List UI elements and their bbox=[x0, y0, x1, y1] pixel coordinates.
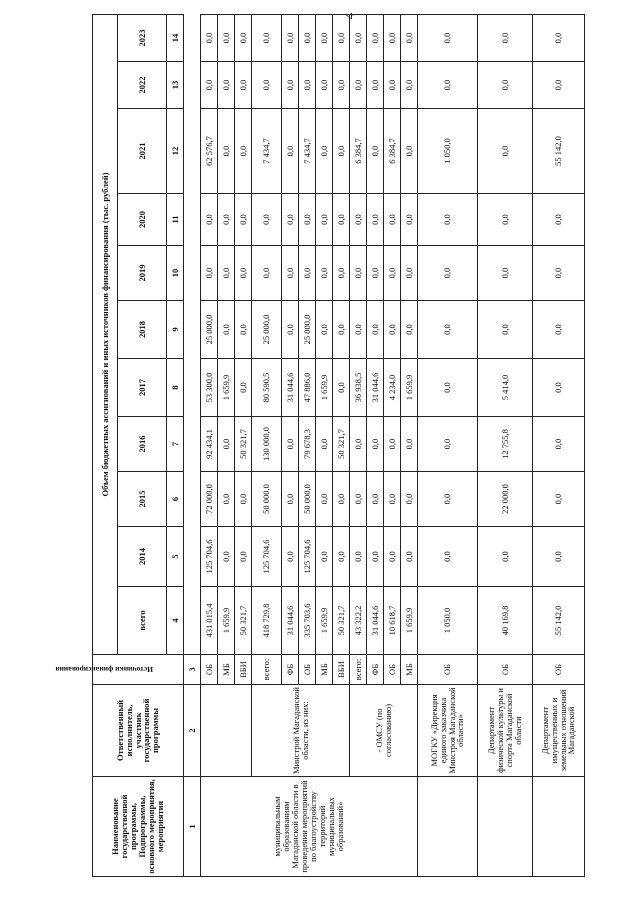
source-cell: всего: bbox=[350, 655, 367, 685]
value-cell: 0,0 bbox=[418, 62, 478, 109]
source-cell: ОБ bbox=[418, 655, 478, 685]
value-cell: 0,0 bbox=[478, 109, 533, 194]
value-cell: 0,0 bbox=[418, 246, 478, 301]
value-cell: 0,0 bbox=[478, 301, 533, 359]
value-cell: 43 322,2 bbox=[350, 587, 367, 655]
value-cell: 0,0 bbox=[235, 109, 252, 194]
value-cell: 31 044,6 bbox=[367, 359, 384, 417]
value-cell: 25 000,0 bbox=[252, 301, 282, 359]
value-cell: 0,0 bbox=[533, 472, 585, 527]
value-cell: 0,0 bbox=[218, 246, 235, 301]
value-cell: 0,0 bbox=[282, 527, 299, 587]
source-cell: ОБ bbox=[384, 655, 401, 685]
value-cell: 0,0 bbox=[316, 527, 333, 587]
value-cell: 1 050,0 bbox=[418, 587, 478, 655]
value-cell: 0,0 bbox=[282, 62, 299, 109]
value-cell: 0,0 bbox=[367, 417, 384, 472]
header-year: 2016 bbox=[118, 417, 167, 472]
value-cell: 0,0 bbox=[350, 472, 367, 527]
value-cell: 0,0 bbox=[299, 62, 316, 109]
value-cell: 0,0 bbox=[218, 109, 235, 194]
source-cell: ОБ bbox=[201, 655, 218, 685]
value-cell: 418 729,8 bbox=[252, 587, 282, 655]
value-cell: 0,0 bbox=[316, 14, 333, 61]
program-name-cell bbox=[418, 777, 478, 877]
column-number: 10 bbox=[167, 246, 184, 301]
value-cell: 0,0 bbox=[384, 194, 401, 246]
value-cell: 31 044,6 bbox=[282, 587, 299, 655]
source-cell: ВБИ bbox=[333, 655, 350, 685]
value-cell: 0,0 bbox=[367, 194, 384, 246]
value-cell: 1 659,9 bbox=[316, 587, 333, 655]
value-cell: 0,0 bbox=[235, 359, 252, 417]
value-cell: 7 434,7 bbox=[252, 109, 282, 194]
value-cell: 0,0 bbox=[367, 472, 384, 527]
value-cell: 0,0 bbox=[384, 472, 401, 527]
header-source: Источники финансирования bbox=[93, 655, 184, 685]
value-cell: 0,0 bbox=[235, 472, 252, 527]
header-year: 2018 bbox=[118, 301, 167, 359]
value-cell: 0,0 bbox=[478, 14, 533, 61]
value-cell: 6 384,7 bbox=[350, 109, 367, 194]
value-cell: 0,0 bbox=[401, 14, 418, 61]
value-cell: 0,0 bbox=[401, 527, 418, 587]
source-cell: всего: bbox=[252, 655, 282, 685]
value-cell: 0,0 bbox=[218, 417, 235, 472]
value-cell: 0,0 bbox=[282, 301, 299, 359]
value-cell: 0,0 bbox=[478, 62, 533, 109]
value-cell: 0,0 bbox=[282, 109, 299, 194]
value-cell: 0,0 bbox=[235, 14, 252, 61]
column-number: 3 bbox=[184, 655, 201, 685]
value-cell: 125 704,6 bbox=[299, 527, 316, 587]
header-year: 2015 bbox=[118, 472, 167, 527]
value-cell: 0,0 bbox=[418, 194, 478, 246]
source-cell: ОБ bbox=[478, 655, 533, 685]
program-name-cell bbox=[533, 777, 585, 877]
value-cell: 0,0 bbox=[350, 194, 367, 246]
value-cell: 0,0 bbox=[418, 527, 478, 587]
value-cell: 50 321,7 bbox=[235, 587, 252, 655]
value-cell: 0,0 bbox=[235, 301, 252, 359]
value-cell: 53 300,0 bbox=[201, 359, 218, 417]
value-cell: 0,0 bbox=[252, 246, 282, 301]
value-cell: 0,0 bbox=[350, 417, 367, 472]
value-cell: 0,0 bbox=[333, 194, 350, 246]
header-year: 2019 bbox=[118, 246, 167, 301]
value-cell: 0,0 bbox=[316, 417, 333, 472]
value-cell: 0,0 bbox=[235, 194, 252, 246]
value-cell: 7 434,7 bbox=[299, 109, 316, 194]
column-number: 8 bbox=[167, 359, 184, 417]
value-cell: 50 321,7 bbox=[333, 587, 350, 655]
value-cell: 0,0 bbox=[235, 246, 252, 301]
value-cell: 0,0 bbox=[418, 417, 478, 472]
table-row bbox=[418, 14, 478, 876]
header-total: всего bbox=[118, 587, 167, 655]
value-cell: 0,0 bbox=[218, 62, 235, 109]
header-year: 2021 bbox=[118, 109, 167, 194]
column-number: 11 bbox=[167, 194, 184, 246]
value-cell: 0,0 bbox=[384, 62, 401, 109]
value-cell: 0,0 bbox=[401, 417, 418, 472]
value-cell: 50 321,7 bbox=[235, 417, 252, 472]
value-cell: 0,0 bbox=[252, 62, 282, 109]
value-cell: 0,0 bbox=[367, 246, 384, 301]
value-cell: 0,0 bbox=[282, 14, 299, 61]
value-cell: 50 000,0 bbox=[299, 472, 316, 527]
value-cell: 0,0 bbox=[333, 62, 350, 109]
value-cell: 1 659,9 bbox=[401, 359, 418, 417]
value-cell: 0,0 bbox=[533, 14, 585, 61]
value-cell: 0,0 bbox=[367, 62, 384, 109]
source-cell: ОБ bbox=[533, 655, 585, 685]
value-cell: 125 704,6 bbox=[201, 527, 218, 587]
value-cell: 0,0 bbox=[299, 246, 316, 301]
value-cell: 0,0 bbox=[401, 472, 418, 527]
value-cell: 55 142,0 bbox=[533, 109, 585, 194]
value-cell: 72 000,0 bbox=[201, 472, 218, 527]
program-name-cell: муниципальным образованиям Магаданской области в проведении мероприятий по благоустройству территорий муниципальных образований» bbox=[201, 777, 418, 877]
value-cell: 0,0 bbox=[533, 301, 585, 359]
value-cell: 0,0 bbox=[235, 527, 252, 587]
value-cell: 6 384,7 bbox=[384, 109, 401, 194]
table-row bbox=[478, 14, 533, 876]
value-cell: 10 618,7 bbox=[384, 587, 401, 655]
value-cell: 50 000,0 bbox=[252, 472, 282, 527]
table-row bbox=[252, 14, 282, 876]
responsible-cell: Минстрой Магаданской области, из них: bbox=[252, 685, 350, 777]
value-cell: 0,0 bbox=[350, 246, 367, 301]
value-cell: 1 659,9 bbox=[316, 359, 333, 417]
value-cell: 0,0 bbox=[333, 246, 350, 301]
column-number: 5 bbox=[167, 527, 184, 587]
value-cell: 0,0 bbox=[252, 14, 282, 61]
value-cell: 0,0 bbox=[333, 14, 350, 61]
header-name: Наименование государственной программы, Подпрограммы, основного мероприятия, мероприятия bbox=[93, 777, 184, 877]
source-cell: ВБИ bbox=[235, 655, 252, 685]
value-cell: 62 576,7 bbox=[201, 109, 218, 194]
value-cell: 31 044,6 bbox=[367, 587, 384, 655]
column-number: 6 bbox=[167, 472, 184, 527]
page-number: 4 bbox=[342, 12, 357, 20]
value-cell: 335 703,6 bbox=[299, 587, 316, 655]
source-cell: МБ bbox=[316, 655, 333, 685]
value-cell: 92 434,1 bbox=[201, 417, 218, 472]
table-row bbox=[201, 14, 218, 876]
value-cell: 0,0 bbox=[201, 194, 218, 246]
value-cell: 0,0 bbox=[418, 14, 478, 61]
value-cell: 0,0 bbox=[384, 417, 401, 472]
value-cell: 25 000,0 bbox=[299, 301, 316, 359]
value-cell: 5 414,0 bbox=[478, 359, 533, 417]
value-cell: 0,0 bbox=[350, 527, 367, 587]
value-cell: 125 704,6 bbox=[252, 527, 282, 587]
value-cell: 0,0 bbox=[333, 527, 350, 587]
value-cell: 0,0 bbox=[316, 301, 333, 359]
value-cell: 0,0 bbox=[418, 359, 478, 417]
column-number: 4 bbox=[167, 587, 184, 655]
value-cell: 0,0 bbox=[299, 14, 316, 61]
value-cell: 0,0 bbox=[418, 472, 478, 527]
value-cell: 1 050,0 bbox=[418, 109, 478, 194]
value-cell: 0,0 bbox=[218, 472, 235, 527]
column-number: 2 bbox=[184, 685, 201, 777]
value-cell: 0,0 bbox=[384, 246, 401, 301]
value-cell: 0,0 bbox=[533, 62, 585, 109]
value-cell: 0,0 bbox=[367, 109, 384, 194]
value-cell: 0,0 bbox=[533, 417, 585, 472]
budget-table bbox=[55, 14, 585, 877]
value-cell: 0,0 bbox=[333, 301, 350, 359]
responsible-cell: - ОМСУ (по согласованию) bbox=[350, 685, 418, 777]
value-cell: 0,0 bbox=[316, 472, 333, 527]
responsible-cell bbox=[201, 685, 252, 777]
value-cell: 0,0 bbox=[218, 527, 235, 587]
table-row bbox=[533, 14, 585, 876]
value-cell: 0,0 bbox=[350, 62, 367, 109]
value-cell: 0,0 bbox=[218, 194, 235, 246]
column-number: 7 bbox=[167, 417, 184, 472]
value-cell: 1 659,9 bbox=[218, 359, 235, 417]
value-cell: 0,0 bbox=[384, 301, 401, 359]
value-cell: 0,0 bbox=[282, 194, 299, 246]
value-cell: 80 590,5 bbox=[252, 359, 282, 417]
value-cell: 0,0 bbox=[316, 62, 333, 109]
header-year: 2020 bbox=[118, 194, 167, 246]
column-number: 13 bbox=[167, 62, 184, 109]
value-cell: 0,0 bbox=[282, 246, 299, 301]
value-cell: 0,0 bbox=[333, 359, 350, 417]
value-cell: 0,0 bbox=[401, 109, 418, 194]
value-cell: 55 142,0 bbox=[533, 587, 585, 655]
value-cell: 0,0 bbox=[316, 246, 333, 301]
value-cell: 0,0 bbox=[478, 527, 533, 587]
column-number: 9 bbox=[167, 301, 184, 359]
value-cell: 47 886,0 bbox=[299, 359, 316, 417]
source-cell: ФБ bbox=[367, 655, 384, 685]
value-cell: 0,0 bbox=[333, 472, 350, 527]
header-year: 2022 bbox=[118, 62, 167, 109]
value-cell: 0,0 bbox=[478, 194, 533, 246]
value-cell: 0,0 bbox=[201, 246, 218, 301]
column-number: 12 bbox=[167, 109, 184, 194]
value-cell: 25 000,0 bbox=[201, 301, 218, 359]
value-cell: 4 234,0 bbox=[384, 359, 401, 417]
source-cell: МБ bbox=[218, 655, 235, 685]
value-cell: 0,0 bbox=[350, 14, 367, 61]
value-cell: 0,0 bbox=[401, 62, 418, 109]
value-cell: 0,0 bbox=[401, 194, 418, 246]
program-name-cell bbox=[478, 777, 533, 877]
value-cell: 36 938,5 bbox=[350, 359, 367, 417]
header-year: 2017 bbox=[118, 359, 167, 417]
header-year: 2014 bbox=[118, 527, 167, 587]
source-cell: ФБ bbox=[282, 655, 299, 685]
value-cell: 0,0 bbox=[218, 301, 235, 359]
value-cell: 0,0 bbox=[533, 359, 585, 417]
value-cell: 0,0 bbox=[384, 527, 401, 587]
value-cell: 0,0 bbox=[252, 194, 282, 246]
value-cell: 0,0 bbox=[333, 109, 350, 194]
value-cell: 0,0 bbox=[401, 246, 418, 301]
value-cell: 0,0 bbox=[282, 472, 299, 527]
value-cell: 0,0 bbox=[282, 417, 299, 472]
value-cell: 79 678,3 bbox=[299, 417, 316, 472]
value-cell: 0,0 bbox=[316, 109, 333, 194]
value-cell: 31 044,6 bbox=[282, 359, 299, 417]
budget-table-sheet bbox=[55, 15, 612, 877]
value-cell: 0,0 bbox=[367, 14, 384, 61]
value-cell: 0,0 bbox=[478, 246, 533, 301]
column-number: 1 bbox=[184, 777, 201, 877]
value-cell: 0,0 bbox=[350, 301, 367, 359]
value-cell: 0,0 bbox=[533, 527, 585, 587]
value-cell: 0,0 bbox=[235, 62, 252, 109]
responsible-cell: Департамент физической культуры и спорта Магаданской области bbox=[478, 685, 533, 777]
responsible-cell: МОГКУ «Дирекция единого заказчика Минстроя Магаданской области» bbox=[418, 685, 478, 777]
value-cell: 40 169,8 bbox=[478, 587, 533, 655]
value-cell: 1 659,9 bbox=[218, 587, 235, 655]
value-cell: 431 015,4 bbox=[201, 587, 218, 655]
value-cell: 0,0 bbox=[299, 194, 316, 246]
value-cell: 0,0 bbox=[316, 194, 333, 246]
table-row bbox=[350, 14, 367, 876]
value-cell: 22 000,0 bbox=[478, 472, 533, 527]
value-cell: 0,0 bbox=[367, 301, 384, 359]
source-cell: ОБ bbox=[299, 655, 316, 685]
value-cell: 0,0 bbox=[533, 194, 585, 246]
column-number: 14 bbox=[167, 14, 184, 61]
value-cell: 0,0 bbox=[201, 62, 218, 109]
source-cell: МБ bbox=[401, 655, 418, 685]
value-cell: 50 321,7 bbox=[333, 417, 350, 472]
value-cell: 1 659,9 bbox=[401, 587, 418, 655]
value-cell: 0,0 bbox=[401, 301, 418, 359]
value-cell: 12 755,8 bbox=[478, 417, 533, 472]
value-cell: 0,0 bbox=[418, 301, 478, 359]
header-volume: Объем бюджетных ассигнований и иных источников финансирования (тыс. рублей) bbox=[93, 14, 118, 654]
header-responsible: Ответственный исполнитель, участник государственной программы bbox=[93, 685, 184, 777]
header-year: 2023 bbox=[118, 14, 167, 61]
value-cell: 130 000,0 bbox=[252, 417, 282, 472]
value-cell: 0,0 bbox=[218, 14, 235, 61]
value-cell: 0,0 bbox=[384, 14, 401, 61]
value-cell: 0,0 bbox=[201, 14, 218, 61]
responsible-cell: Департамент имущественных и земельных отношений Магаданской bbox=[533, 685, 585, 777]
value-cell: 0,0 bbox=[533, 246, 585, 301]
value-cell: 0,0 bbox=[367, 527, 384, 587]
